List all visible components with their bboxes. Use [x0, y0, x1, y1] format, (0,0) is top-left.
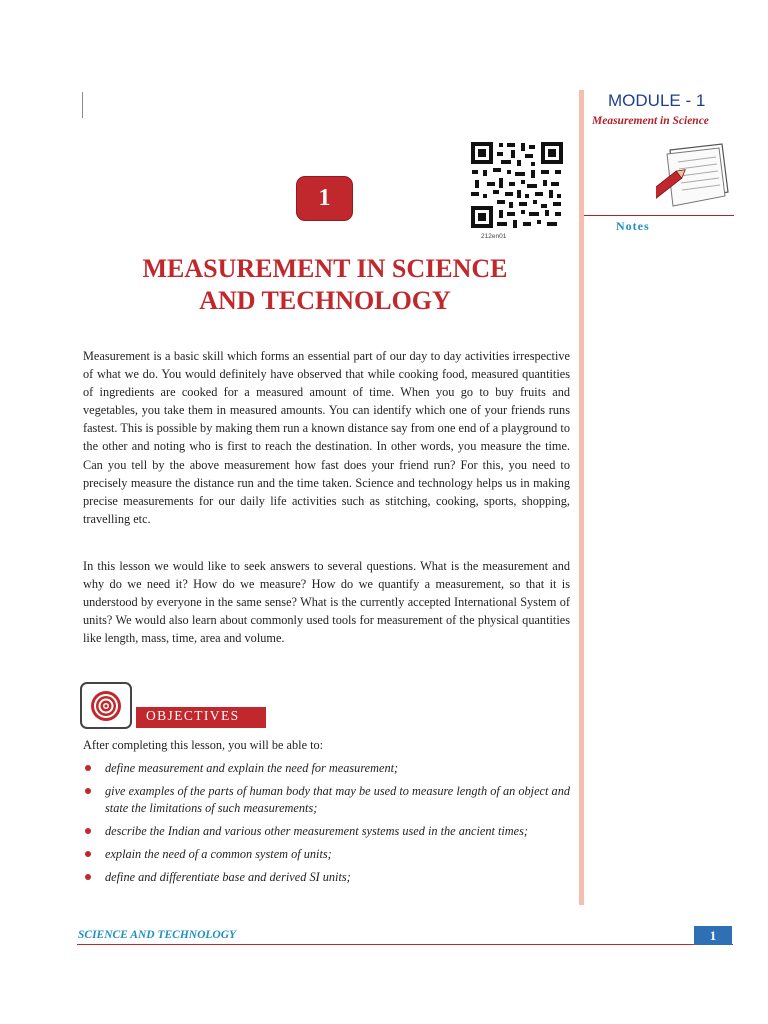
module-title: MODULE - 1: [608, 91, 706, 110]
target-icon: [90, 690, 122, 722]
bullet-icon: [85, 828, 91, 834]
footer-title: SCIENCE AND TECHNOLOGY: [78, 929, 237, 941]
objective-text: define measurement and explain the need for measurement;: [105, 761, 399, 775]
intro-paragraph-2: In this lesson we would like to seek answers to several questions. What is the measurement and why do we need it? How do we measure? How do we quantify a measurement, so that it is understood by everyone in the same sense? What is the currently accepted International System of units? We would also learn about commonly used tools for measurement of the physical quantities like length, mass, time, area and volume.: [83, 559, 570, 646]
objectives-list: [83, 760, 570, 892]
chapter-number-badge: 1: [297, 177, 352, 220]
chapter-title-line1: MEASUREMENT IN SCIENCE: [142, 254, 508, 283]
notes-label: Notes: [616, 219, 650, 233]
notes-rule: [584, 215, 734, 216]
list-item: [83, 846, 570, 863]
module-subtitle: Measurement in Science: [592, 115, 709, 127]
objectives-icon-box: [80, 682, 132, 729]
objective-text: give examples of the parts of human body that may be used to measure length of an object and state the limitations of such measurements;: [105, 784, 570, 815]
bullet-icon: [85, 788, 91, 794]
list-item: [83, 869, 570, 886]
bullet-icon: [85, 765, 91, 771]
top-margin-mark: [82, 92, 83, 118]
sidebar-divider: [579, 90, 584, 905]
intro-paragraph-1: Measurement is a basic skill which forms an essential part of our day to day activities irrespective of what we do. You would definitely have observed that while cooking food, measured quantities of ingredients are cooked for a measured amount of time. When you go to buy fruits and vegetables, you take them in measured amounts. You can identify which one of your friends runs fastest. This is possible by making them run a known distance say from one end of a playground to the other and noting who is first to reach the destination. In other words, you measure the time. Can you tell by the above measurement how fast does your friend run? For this, you need to precisely measure the distance run and the time taken. Science and technology helps us in making precise measurements for our daily life activities such as stitching, cooking, sports, shopping, travelling etc.: [83, 349, 570, 526]
notepad-pencil-icon: [656, 142, 730, 208]
objectives-heading: OBJECTIVES: [146, 708, 240, 723]
list-item: [83, 823, 570, 840]
qr-code-label: 212en01: [481, 233, 507, 240]
bullet-icon: [85, 874, 91, 880]
objective-text: define and differentiate base and derived SI units;: [105, 870, 351, 884]
list-item: [83, 760, 570, 777]
bullet-icon: [85, 851, 91, 857]
chapter-title-line2: AND TECHNOLOGY: [199, 286, 451, 315]
objectives-banner: [136, 707, 266, 728]
footer-rule: [77, 944, 733, 945]
objective-text: explain the need of a common system of units;: [105, 847, 332, 861]
objective-text: describe the Indian and various other measurement systems used in the ancient times;: [105, 824, 529, 838]
qr-code-icon[interactable]: [469, 140, 565, 230]
list-item: [83, 783, 570, 817]
page-number-badge: 1: [694, 926, 732, 945]
objectives-intro: After completing this lesson, you will be able to:: [83, 738, 324, 752]
chapter-title: [80, 253, 570, 317]
